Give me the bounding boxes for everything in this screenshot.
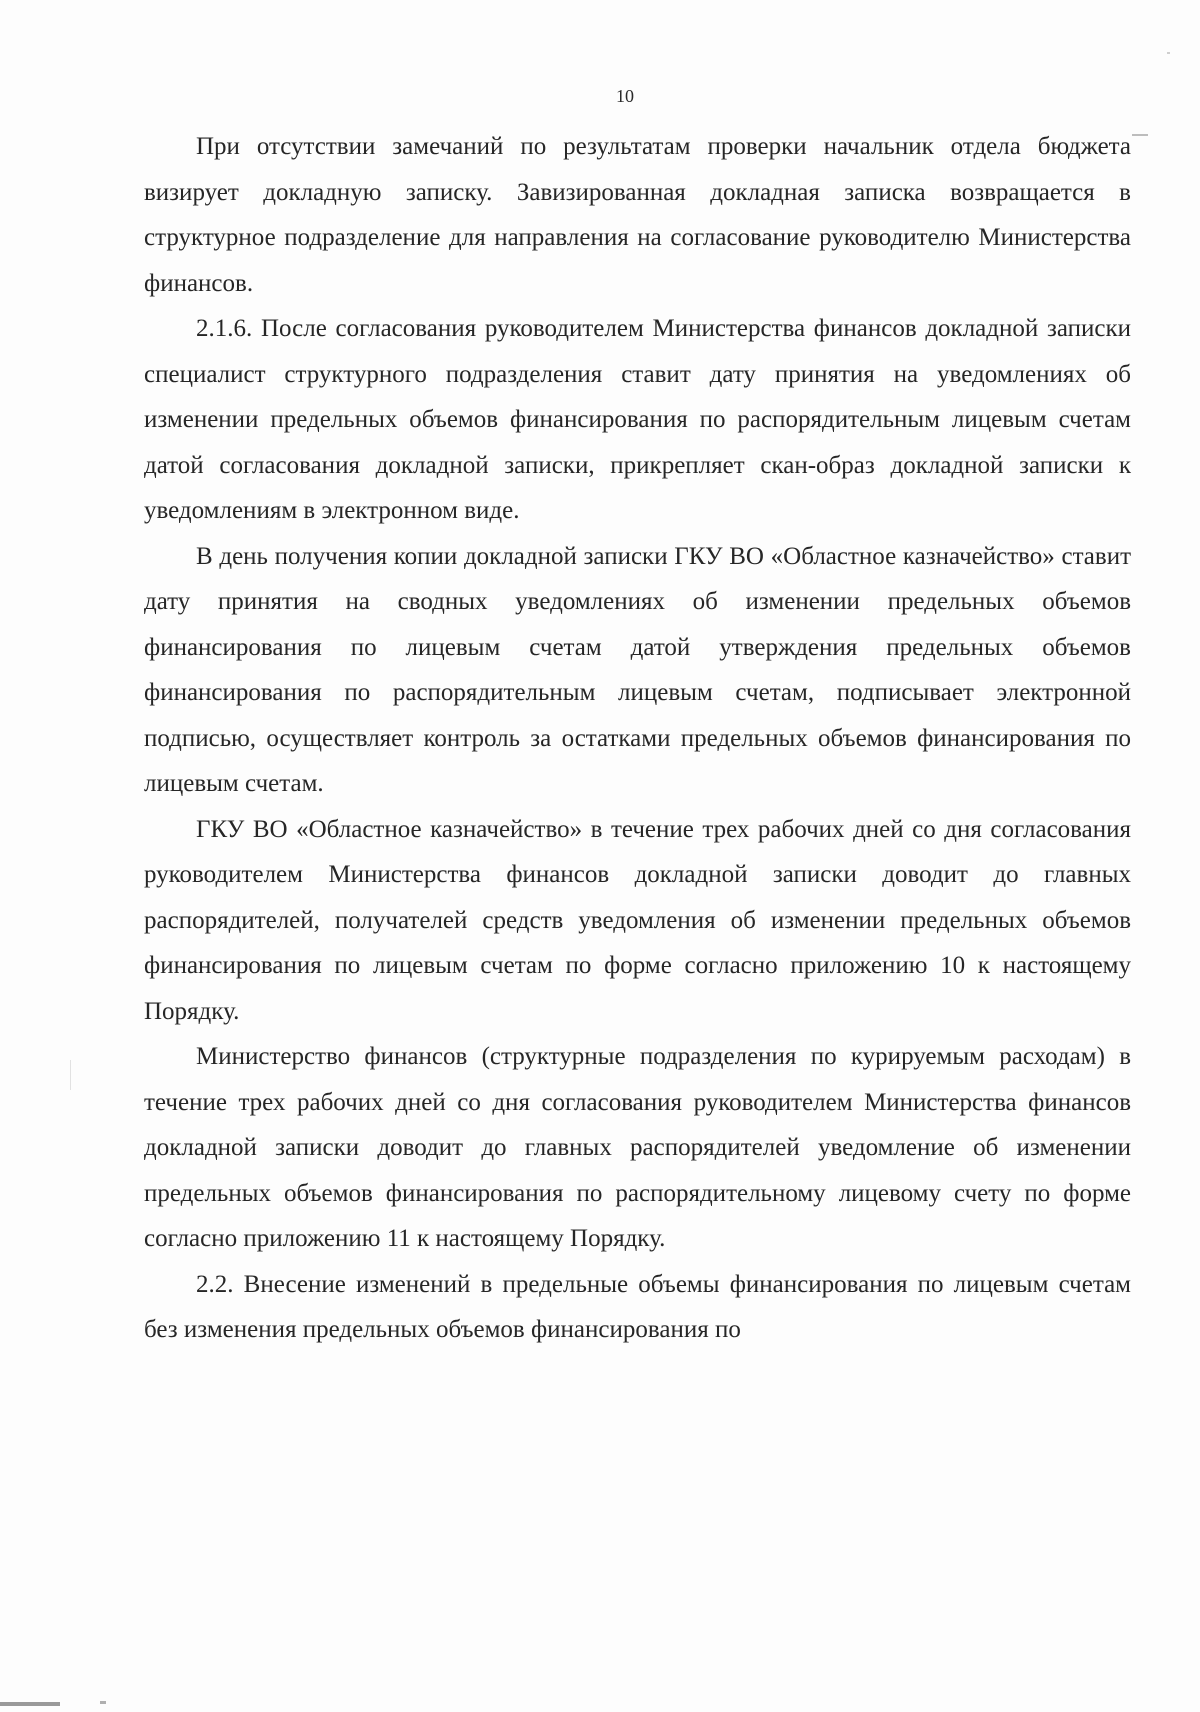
paragraph: В день получения копии докладной записки ГКУ ВО «Областное казначейство» ставит дату принятия на сводных уведомлениях об изменении предельных объемов финансирования по лицевым счетам датой утверждения предельных объемов финансирования по распорядительным лицевым счетам, подписывает электронной подписью, осуществляет контроль за остатками предельных объемов финансирования по лицевым счетам. xyxy=(144,542,1131,797)
scan-artifact xyxy=(70,1060,71,1090)
page-number: 10 xyxy=(616,86,634,106)
paragraph: 2.1.6. После согласования руководителем Министерства финансов докладной записки специалист структурного подразделения ставит дату принятия на уведомлениях об изменении предельных объемов финансирования по распорядительным лицевым счетам датой согласования докладной записки, прикрепляет скан-образ докладной записки к уведомлениям в электронном виде. xyxy=(144,315,1131,524)
scan-artifact xyxy=(1132,134,1148,136)
document-body xyxy=(144,124,1131,1353)
paragraph: 2.2. Внесение изменений в предельные объемы финансирования по лицевым счетам без изменения предельных объемов финансирования по xyxy=(144,1270,1131,1343)
scan-artifact xyxy=(1167,52,1170,54)
paragraph: При отсутствии замечаний по результатам проверки начальник отдела бюджета визирует докладную записку. Завизированная докладная записка возвращается в структурное подразделение для направления на согласование руководителю Министерства финансов. xyxy=(144,133,1131,297)
scan-artifact xyxy=(100,1701,106,1704)
paragraph: ГКУ ВО «Областное казначейство» в течение трех рабочих дней со дня согласования руководителем Министерства финансов докладной записки доводит до главных распорядителей, получателей средств уведомления об изменении предельных объемов финансирования по лицевым счетам по форме согласно приложению 10 к настоящему Порядку. xyxy=(144,815,1131,1025)
paragraph: Министерство финансов (структурные подразделения по курируемым расходам) в течение трех рабочих дней со дня согласования руководителем Министерства финансов докладной записки доводит до главных распорядителей уведомление об изменении предельных объемов финансирования по распорядительному лицевому счету по форме согласно приложению 11 к настоящему Порядку. xyxy=(144,1043,1131,1252)
scan-artifact xyxy=(0,1702,60,1706)
